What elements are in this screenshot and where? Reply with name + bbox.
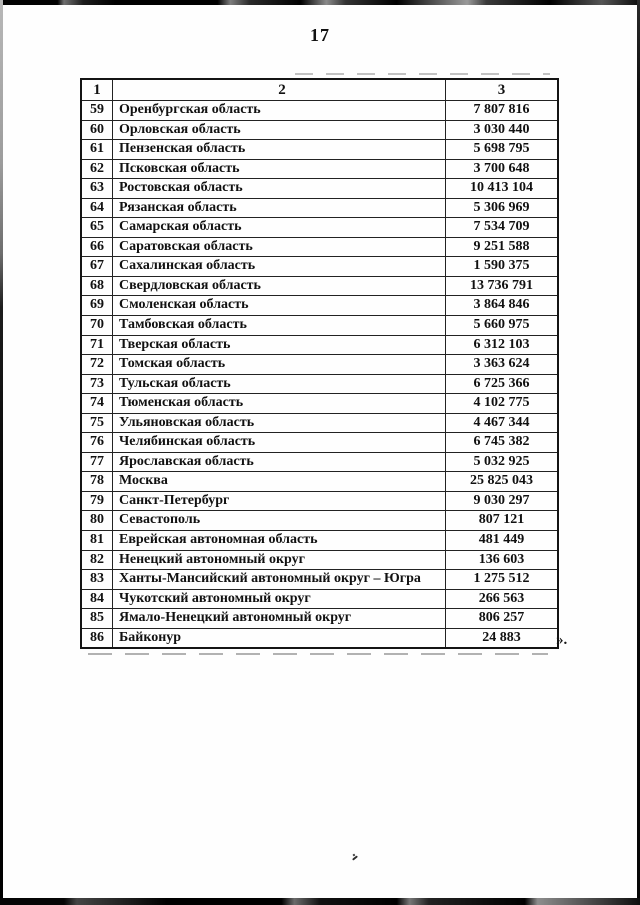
cell-value: 3 030 440 xyxy=(446,120,559,140)
scan-edge-left xyxy=(0,0,3,905)
cell-name: Ханты-Мансийский автономный округ – Югра xyxy=(113,570,446,590)
cell-value: 5 306 969 xyxy=(446,198,559,218)
cell-num: 78 xyxy=(81,472,113,492)
table-row xyxy=(81,296,558,316)
cell-num: 69 xyxy=(81,296,113,316)
table-row xyxy=(81,511,558,531)
cell-value: 3 363 624 xyxy=(446,355,559,375)
cell-num: 74 xyxy=(81,394,113,414)
table-row xyxy=(81,257,558,277)
cell-value: 4 102 775 xyxy=(446,394,559,414)
cell-num: 71 xyxy=(81,335,113,355)
table-row xyxy=(81,491,558,511)
cell-num: 65 xyxy=(81,218,113,238)
cell-name: Челябинская область xyxy=(113,433,446,453)
cell-num: 86 xyxy=(81,628,113,648)
table-header xyxy=(81,79,558,101)
cell-num: 59 xyxy=(81,101,113,121)
cell-value: 5 698 795 xyxy=(446,140,559,160)
cell-value: 1 275 512 xyxy=(446,570,559,590)
header-cell-col2: 2 xyxy=(113,79,446,101)
cell-value: 6 745 382 xyxy=(446,433,559,453)
cell-num: 61 xyxy=(81,140,113,160)
cell-num: 68 xyxy=(81,276,113,296)
cell-name: Томская область xyxy=(113,355,446,375)
cell-num: 76 xyxy=(81,433,113,453)
table-row xyxy=(81,355,558,375)
cell-name: Тульская область xyxy=(113,374,446,394)
table-row xyxy=(81,433,558,453)
cell-value: 481 449 xyxy=(446,531,559,551)
table-row xyxy=(81,276,558,296)
cell-name: Сахалинская область xyxy=(113,257,446,277)
table-row xyxy=(81,472,558,492)
ink-speck xyxy=(352,855,358,860)
cell-name: Оренбургская область xyxy=(113,101,446,121)
cell-value: 9 030 297 xyxy=(446,491,559,511)
cell-num: 83 xyxy=(81,570,113,590)
table-row xyxy=(81,120,558,140)
cell-num: 62 xyxy=(81,159,113,179)
table-body xyxy=(81,101,558,649)
cell-value: 5 660 975 xyxy=(446,316,559,336)
table-row xyxy=(81,101,558,121)
cell-name: Санкт-Петербург xyxy=(113,491,446,511)
cell-value: 9 251 588 xyxy=(446,237,559,257)
cell-num: 72 xyxy=(81,355,113,375)
cell-name: Тверская область xyxy=(113,335,446,355)
cell-num: 73 xyxy=(81,374,113,394)
cell-num: 70 xyxy=(81,316,113,336)
cell-name: Москва xyxy=(113,472,446,492)
cell-value: 24 883 xyxy=(446,628,559,648)
cell-name: Ярославская область xyxy=(113,452,446,472)
table-row xyxy=(81,628,558,648)
cell-name: Орловская область xyxy=(113,120,446,140)
cell-name: Смоленская область xyxy=(113,296,446,316)
cell-name: Свердловская область xyxy=(113,276,446,296)
cell-value: 7 807 816 xyxy=(446,101,559,121)
cell-num: 60 xyxy=(81,120,113,140)
table-row xyxy=(81,179,558,199)
cell-value: 807 121 xyxy=(446,511,559,531)
header-cell-col1: 1 xyxy=(81,79,113,101)
cell-value: 3 864 846 xyxy=(446,296,559,316)
cell-value: 25 825 043 xyxy=(446,472,559,492)
table-row xyxy=(81,413,558,433)
table-row xyxy=(81,198,558,218)
cell-value: 4 467 344 xyxy=(446,413,559,433)
cell-value: 1 590 375 xyxy=(446,257,559,277)
header-cell-col3: 3 xyxy=(446,79,559,101)
cell-name: Псковская область xyxy=(113,159,446,179)
scan-edge-bottom xyxy=(0,898,640,905)
table-row xyxy=(81,159,558,179)
table-row xyxy=(81,589,558,609)
cell-name: Севастополь xyxy=(113,511,446,531)
scan-edge-top xyxy=(0,0,640,5)
page-number: 17 xyxy=(310,25,330,45)
cell-name: Ненецкий автономный округ xyxy=(113,550,446,570)
cell-num: 77 xyxy=(81,452,113,472)
cell-num: 67 xyxy=(81,257,113,277)
cell-num: 84 xyxy=(81,589,113,609)
table-row xyxy=(81,609,558,629)
cell-name: Саратовская область xyxy=(113,237,446,257)
cell-num: 81 xyxy=(81,531,113,551)
cell-value: 136 603 xyxy=(446,550,559,570)
cell-num: 66 xyxy=(81,237,113,257)
cell-value: 10 413 104 xyxy=(446,179,559,199)
cell-name: Рязанская область xyxy=(113,198,446,218)
table-row xyxy=(81,374,558,394)
table-row xyxy=(81,570,558,590)
cell-name: Ямало-Ненецкий автономный округ xyxy=(113,609,446,629)
cell-value: 6 725 366 xyxy=(446,374,559,394)
scan-smudge xyxy=(295,73,550,75)
table-row xyxy=(81,550,558,570)
cell-value: 7 534 709 xyxy=(446,218,559,238)
cell-name: Тюменская область xyxy=(113,394,446,414)
cell-num: 75 xyxy=(81,413,113,433)
cell-num: 85 xyxy=(81,609,113,629)
table-row xyxy=(81,218,558,238)
table-row xyxy=(81,316,558,336)
cell-name: Еврейская автономная область xyxy=(113,531,446,551)
cell-value: 3 700 648 xyxy=(446,159,559,179)
cell-name: Ульяновская область xyxy=(113,413,446,433)
cell-value: 13 736 791 xyxy=(446,276,559,296)
cell-num: 82 xyxy=(81,550,113,570)
scan-smudge xyxy=(88,653,548,655)
cell-name: Тамбовская область xyxy=(113,316,446,336)
cell-value: 5 032 925 xyxy=(446,452,559,472)
cell-name: Чукотский автономный округ xyxy=(113,589,446,609)
cell-num: 79 xyxy=(81,491,113,511)
cell-name: Байконур xyxy=(113,628,446,648)
cell-num: 63 xyxy=(81,179,113,199)
cell-value: 806 257 xyxy=(446,609,559,629)
table-row xyxy=(81,237,558,257)
cell-value: 266 563 xyxy=(446,589,559,609)
table-row xyxy=(81,531,558,551)
table-header-row xyxy=(81,79,558,101)
cell-name: Ростовская область xyxy=(113,179,446,199)
closing-quote-mark: ». xyxy=(556,632,568,648)
cell-num: 80 xyxy=(81,511,113,531)
cell-name: Самарская область xyxy=(113,218,446,238)
table-row xyxy=(81,335,558,355)
cell-value: 6 312 103 xyxy=(446,335,559,355)
table-row xyxy=(81,452,558,472)
cell-num: 64 xyxy=(81,198,113,218)
regions-table xyxy=(80,78,559,649)
cell-name: Пензенская область xyxy=(113,140,446,160)
table-row xyxy=(81,140,558,160)
table-row xyxy=(81,394,558,414)
